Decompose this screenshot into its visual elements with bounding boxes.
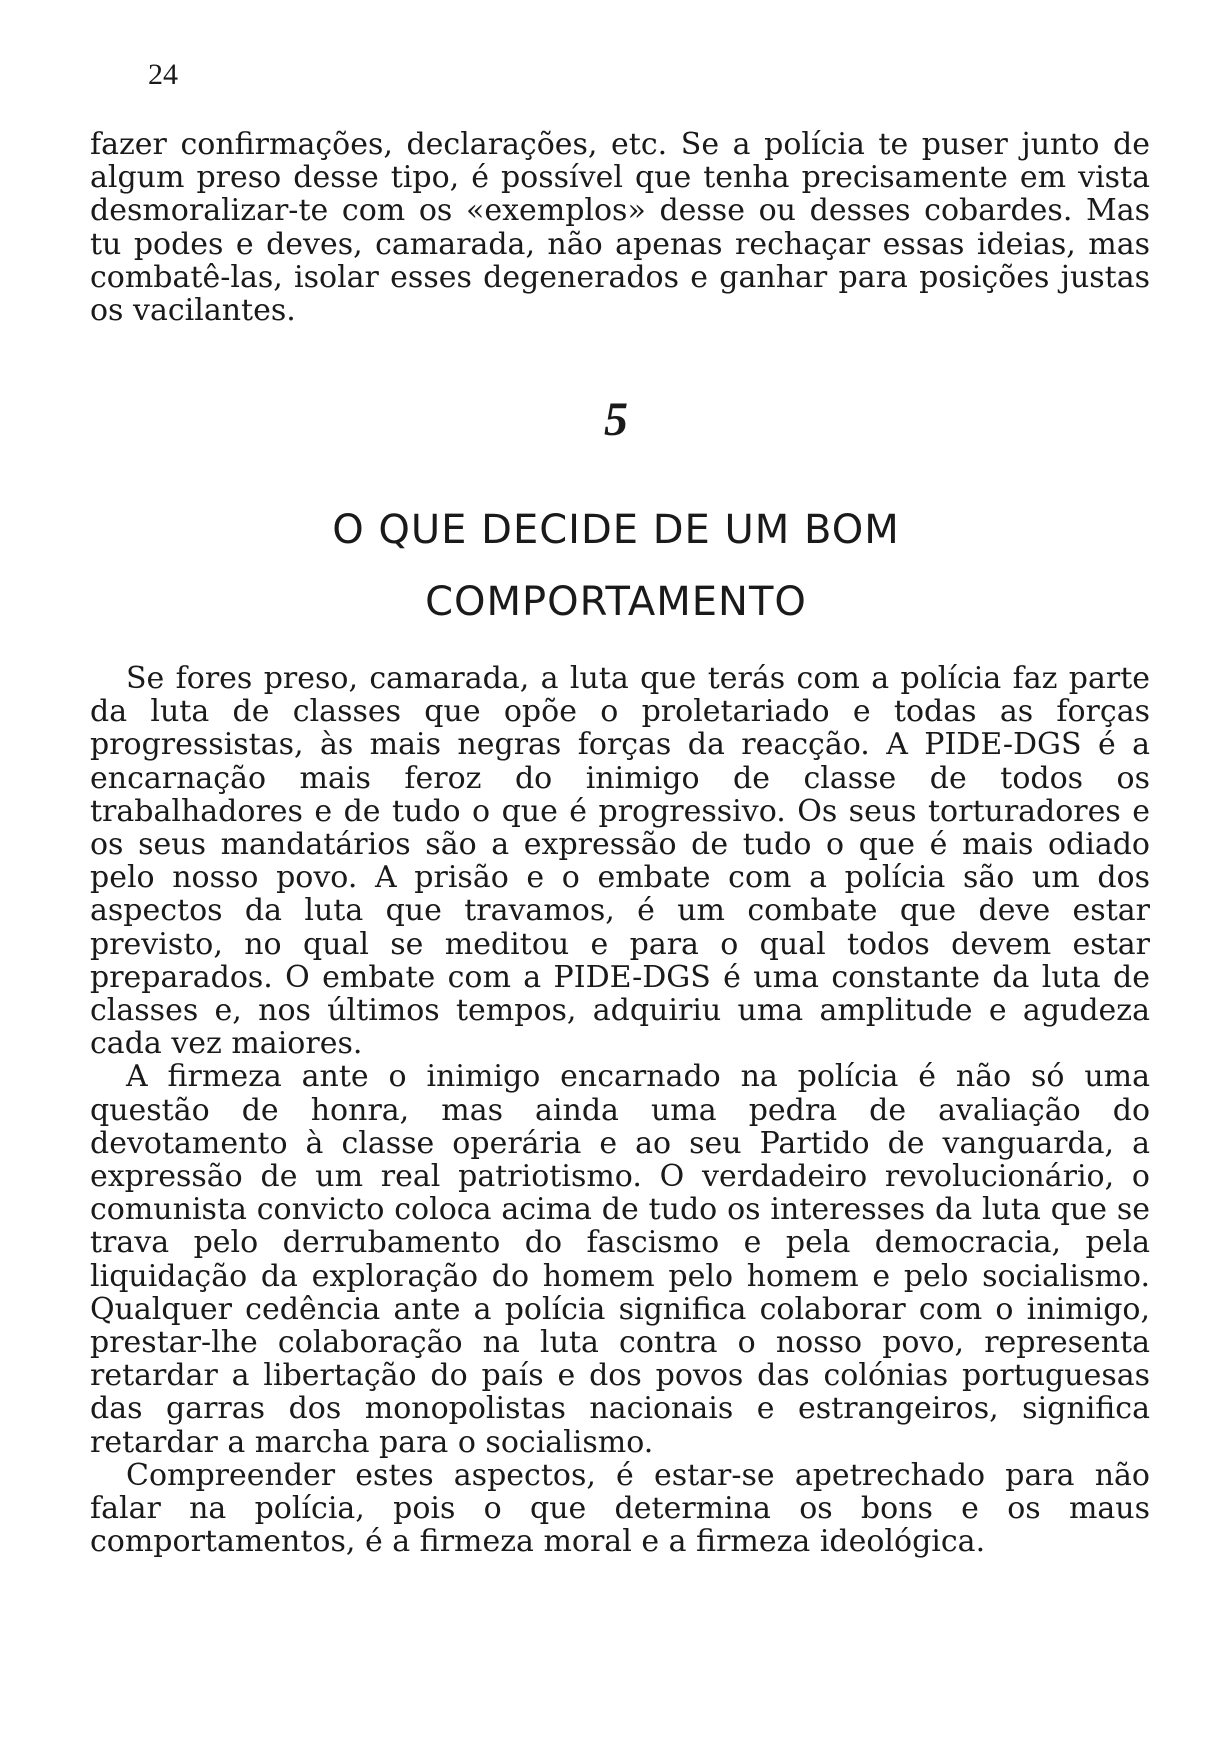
section-title-line-2: COMPORTAMENTO (425, 579, 807, 625)
section-body (90, 662, 1150, 1558)
section-number: 5 (604, 393, 628, 446)
continuation-text-block (90, 128, 1150, 327)
body-paragraph-2: A firmeza ante o inimigo encarnado na polícia é não só uma questão de honra, mas ainda uma pedra de avaliação do devotamento à classe operária e ao seu Partido de vanguarda, a expressão de um real patriotismo. O verdadeiro revolucionário, o comunista convicto coloca acima de tudo os interesses da luta que se trava pelo derrubamento do fascismo e pela democracia, pela liquidação da exploração do homem pelo homem e pelo socialismo. Qualquer cedência ante a polícia significa colaborar com o inimigo, prestar-lhe colaboração na luta contra o nosso povo, representa retardar a libertação do país e dos povos das colónias portuguesas das garras dos monopolistas nacionais e estrangeiros, significa retardar a marcha para o socialismo. (90, 1059, 1150, 1460)
body-paragraph-1: Se fores preso, camarada, a luta que terás com a polícia faz parte da luta de classes que opõe o proletariado e todas as forças progressistas, às mais negras forças da reacção. A PIDE-DGS é a encarnação mais feroz do inimigo de classe de todos os trabalhadores e de tudo o que é progressivo. Os seus torturadores e os seus mandatários são a expressão de tudo o que é mais odiado pelo nosso povo. A prisão e o embate com a polícia são um dos aspectos da luta que travamos, é um combate que deve estar previsto, no qual se meditou e para o qual todos devem estar preparados. O embate com a PIDE-DGS é uma constante da luta de classes e, nos últimos tempos, adquiriu uma amplitude e agudeza cada vez maiores. (90, 661, 1150, 1062)
section-title (140, 494, 1092, 638)
section-title-line-1: O QUE DECIDE DE UM BOM (332, 507, 900, 553)
page-number: 24 (148, 58, 178, 91)
body-paragraph-3: Compreender estes aspectos, é estar-se apetrechado para não falar na polícia, pois o que determina os bons e os maus comportamentos, é a firmeza moral e a firmeza ideológica. (90, 1457, 1150, 1560)
continuation-paragraph: fazer confirmações, declarações, etc. Se a polícia te puser junto de algum preso desse tipo, é possível que tenha precisamente em vista desmoralizar-te com os «exemplos» desse ou desses cobardes. Mas tu podes e deves, camarada, não apenas rechaçar essas ideias, mas combatê-las, isolar esses degenerados e ganhar para posições justas os vacilantes. (90, 127, 1150, 329)
